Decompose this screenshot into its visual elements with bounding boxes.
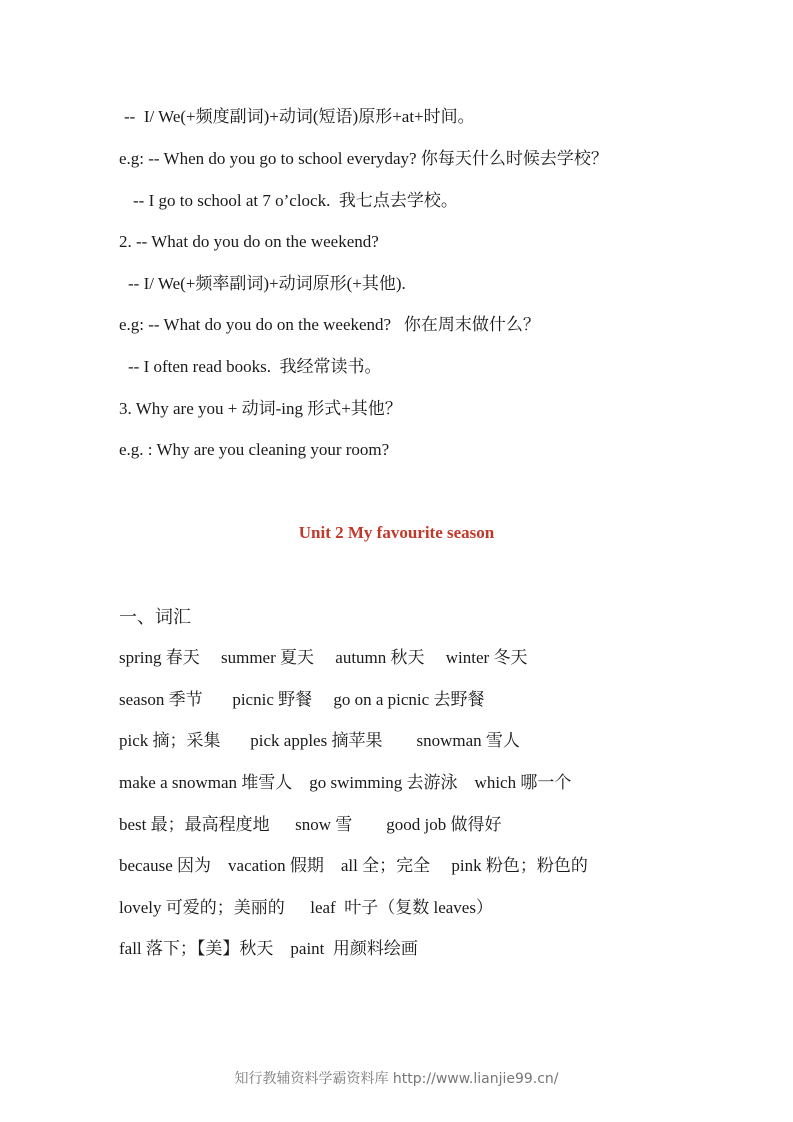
question-2-line: 2. -- What do you do on the weekend? [119,232,379,251]
example-question-line: e.g: -- When do you go to school everyday? 你每天什么时候去学校？ [119,149,608,168]
unit-title: Unit 2 My favourite season [298,523,495,542]
footer-watermark: 知行教辅资料学霸资料库 http://www.lianjie99.cn/ [234,1071,559,1087]
example-question-line-2: e.g: -- What do you do on the weekend? 你在周末做什么？ [119,315,540,334]
example-answer-line: -- I go to school at 7 o’clock. 我七点去学校。 [133,191,458,210]
vocab-line: lovely 可爱的；美丽的 leaf 叶子（复数 leaves） [119,898,493,917]
grammar-pattern-line: -- I/ We(+频度副词)+动词(短语)原形+at+时间。 [124,107,475,126]
grammar-pattern-line-2: -- I/ We(+频率副词)+动词原形(+其他). [128,274,406,293]
vocab-line: because 因为 vacation 假期 all 全；完全 pink 粉色；粉色的 [119,856,588,875]
question-3-line: 3. Why are you + 动词-ing 形式+其他？ [119,399,402,418]
vocab-line: fall 落下；【美】秋天 paint 用颜料绘画 [119,939,418,958]
vocab-line: season 季节 picnic 野餐 go on a picnic 去野餐 [119,690,485,709]
example-line-3: e.g. : Why are you cleaning your room? [119,440,390,459]
vocab-line: best 最；最高程度地 snow 雪 good job 做得好 [119,815,502,834]
vocab-line: make a snowman 堆雪人 go swimming 去游泳 which 哪一个 [119,773,572,792]
example-answer-line-2: -- I often read books. 我经常读书。 [128,357,382,376]
vocab-line: spring 春天 summer 夏天 autumn 秋天 winter 冬天 [119,648,528,667]
section-heading-vocabulary: 一、词汇 [119,607,191,627]
vocab-line: pick 摘；采集 pick apples 摘苹果 snowman 雪人 [119,731,520,750]
